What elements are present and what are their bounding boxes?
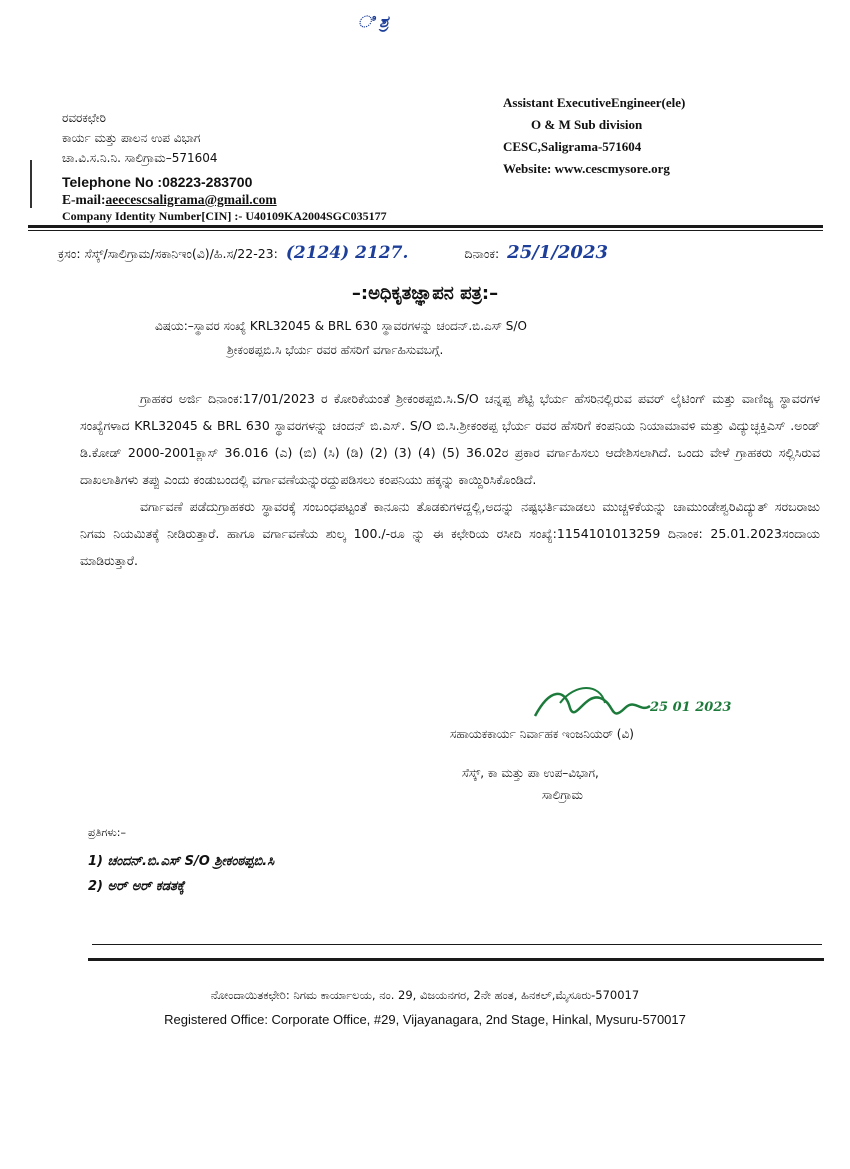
signatory-designation: ಸಹಾಯಕಕಾರ್ಯ ನಿರ್ವಾಹಕ ಇಂಜನಿಯರ್ (ವಿ) [450,727,634,741]
copy-item-2: 2) ಅರ್ ಅರ್ ಕಡತಕ್ಕೆ [88,879,185,894]
email-link[interactable]: aeecescsaligrama@gmail.com [105,192,277,207]
top-mark: ಿ ಶ್ರ [358,12,389,31]
email-label: E-mail: [62,192,106,207]
signature-scribble [530,678,670,728]
subject-line-2: ಶ್ರೀಕಂಠಪ್ಪಬಿ.ಸಿ ಭೆರ್ಯ ರವರ ಹೆಸರಿಗೆ ವರ್ಗಾಹಿಸುವಬಗ್ಗೆ. [227,343,444,357]
header-right [503,92,803,180]
header-left [62,110,482,224]
footer-rule-thin [92,944,822,945]
designation-en: Assistant ExecutiveEngineer(ele) [503,95,686,110]
footer-kannada: ನೋಂದಾಯಿತಕಛೇರಿ: ನಿಗಮ ಕಾರ್ಯಾಲಯ, ನಂ. 29, ವಿಜಯನಗರ, 2ನೇ ಹಂತ, ಹಿನಕಲ್,ಮೈಸೂರು-570017 [210,988,640,1002]
left-margin-mark [30,160,32,208]
email-row [62,192,482,208]
subdivision-en: O & M Sub division [531,117,643,132]
telephone: Telephone No :08223-283700 [62,174,253,190]
document-title: –:ಅಧಿಕೃತಜ್ಞಾಪನ ಪತ್ರ:– [351,283,499,304]
reference-line [58,242,818,263]
cin: Company Identity Number[CIN] :- U40109KA2004SGC035177 [62,209,387,223]
website: Website: www.cescmysore.org [503,161,670,176]
header-rule-thick [28,225,823,228]
office-line-1: ರವರಕಛೇರಿ [62,111,106,125]
subject-line-1: ವಿಷಯ:–ಸ್ಥಾವರ ಸಂಖ್ಯೆ KRL32045 & BRL 630 ಸ್ಥಾವರಗಳನ್ನು ಚಂದನ್.ಬಿ.ಎಸ್ S/O [155,319,527,333]
address-en: CESC,Saligrama-571604 [503,139,642,154]
reference-number: ಕ್ರಸಂ: ಸೆಸ್ಕ್/ಸಾಲಿಗ್ರಾಮ/ಸಕಾನಿಇಂ(ವಿ)/ಹಿ.ಸ/22-23: [58,246,278,261]
footer-english: Registered Office: Corporate Office, #29, Vijayanagara, 2nd Stage, Hinkal, Mysuru-570017 [164,1012,686,1027]
office-line-b: ಸಾಲಿಗ್ರಾಮ [542,788,583,802]
body [80,385,820,574]
header-rule-under [28,230,823,231]
office-line-a: ಸೆಸ್ಕ್, ಕಾ ಮತ್ತು ಪಾ ಉಪ–ವಿಭಾಗ, [462,766,599,780]
handwritten-date: 25/1/2023 [507,242,608,263]
copy-item-1: 1) ಚಂದನ್.ಬಿ.ಎಸ್ S/O ಶ್ರೀಕಂಠಪ್ಪಬಿ.ಸಿ [88,854,275,869]
office-line-2: ಕಾರ್ಯ ಮತ್ತು ಪಾಲನ ಉಪ ವಿಭಾಗ [62,131,201,145]
copies-label: ಪ್ರತಿಗಳು:– [88,826,126,839]
handwritten-ref-number: (2124) 2127. [285,243,409,263]
date-label: ದಿನಾಂಕ: [464,246,500,261]
body-paragraph-1: ಗ್ರಾಹಕರ ಅರ್ಜಿ ದಿನಾಂಕ:17/01/2023 ರ ಕೋರಿಕೆಯಂತೆ ಶ್ರೀಕಂಠಪ್ಪಬಿ.ಸಿ.S/O ಚನ್ನಪ್ಪ ಶೆಟ್ಟಿ ಭೆರ್ಯ ಹೆಸರಿನಲ್ಲಿರುವ ಪವರ್ ಲೈಟಿಂಗ್ ಮತ್ತು ವಾಣಿಜ್ಯ ಸ್ಥಾವರಗಳ ಸಂಖ್ಯೆಗಳಾದ KRL32045 & BRL 630 ಸ್ಥಾವರಗಳನ್ನು ಚಂದನ್ ಬಿ.ಎಸ್. S/O ಬಿ.ಸಿ.ಶ್ರೀಕಂಠಪ್ಪ ಭೆರ್ಯ ರವರ ಹೆಸರಿಗೆ ಕಂಪನಿಯ ನಿಯಾಮಾವಳಿ ಮತ್ತು ವಿದ್ಯುಚ್ಛಕ್ತಿಎಸ್ .ಅಂಡ್ ಡಿ.ಕೋಡ್ 2000-2001ಕ್ಲಾಸ್ 36.016 (ಎ) (ಬಿ) (ಸಿ) (ಡಿ) (2) (3) (4) (5) 36.02ರ ಪ್ರಕಾರ ವರ್ಗಾಹಿಸಲು ಆದೇಶಿಸಲಾಗಿದೆ. ಒಂದು ವೇಳೆ ಗ್ರಾಹಕರು ಸಲ್ಲಿಸಿರುವ ದಾಖಲಾತಿಗಳು ತಪ್ಪು ಎಂದು ಕಂಡುಬಂದಲ್ಲಿ ವರ್ಗಾವಣೆಯನ್ನುರದ್ದುಪಡಿಸಲು ಕಂಪನಿಯು ಹಕ್ಕನ್ನು ಕಾಯ್ದಿರಿಸಿಕೊಂಡಿದೆ. [80,391,820,487]
office-line-3: ಚಾ.ವಿ.ಸ.ನಿ.ನಿ. ಸಾಲಿಗ್ರಾಮ–571604 [62,151,218,165]
signature-date: 25 01 2023 [650,700,732,715]
footer-rule-thick [88,958,824,961]
subject [155,314,775,362]
copies-section [88,826,274,894]
body-paragraph-2: ವರ್ಗಾವಣೆ ಪಡೆದುಗ್ರಾಹಕರು ಸ್ಥಾವರಕ್ಕೆ ಸಂಬಂಧಪಟ್ಟಂತೆ ಕಾನೂನು ತೊಡಕುಗಳದ್ದಲ್ಲಿ,ಅದನ್ನು ನಷ್ಟಭರ್ತಿಮಾಡಲು ಮುಚ್ಚಳಿಕೆಯನ್ನು ಚಾಮುಂಡೇಶ್ವರಿವಿದ್ಯುತ್ ಸರಬರಾಜು ನಿಗಮ ನಿಯಮಿತಕ್ಕೆ ನೀಡಿರುತ್ತಾರೆ. ಹಾಗೂ ವರ್ಗಾವಣೆಯ ಶುಲ್ಕ 100./-ರೂ ನ್ನು ಈ ಕಛೇರಿಯ ರಸೀದಿ ಸಂಖ್ಯೆ:1154101013259 ದಿನಾಂಕ: 25.01.2023ಸಂದಾಯ ಮಾಡಿರುತ್ತಾರೆ. [80,499,820,568]
signatory-office [452,762,599,806]
